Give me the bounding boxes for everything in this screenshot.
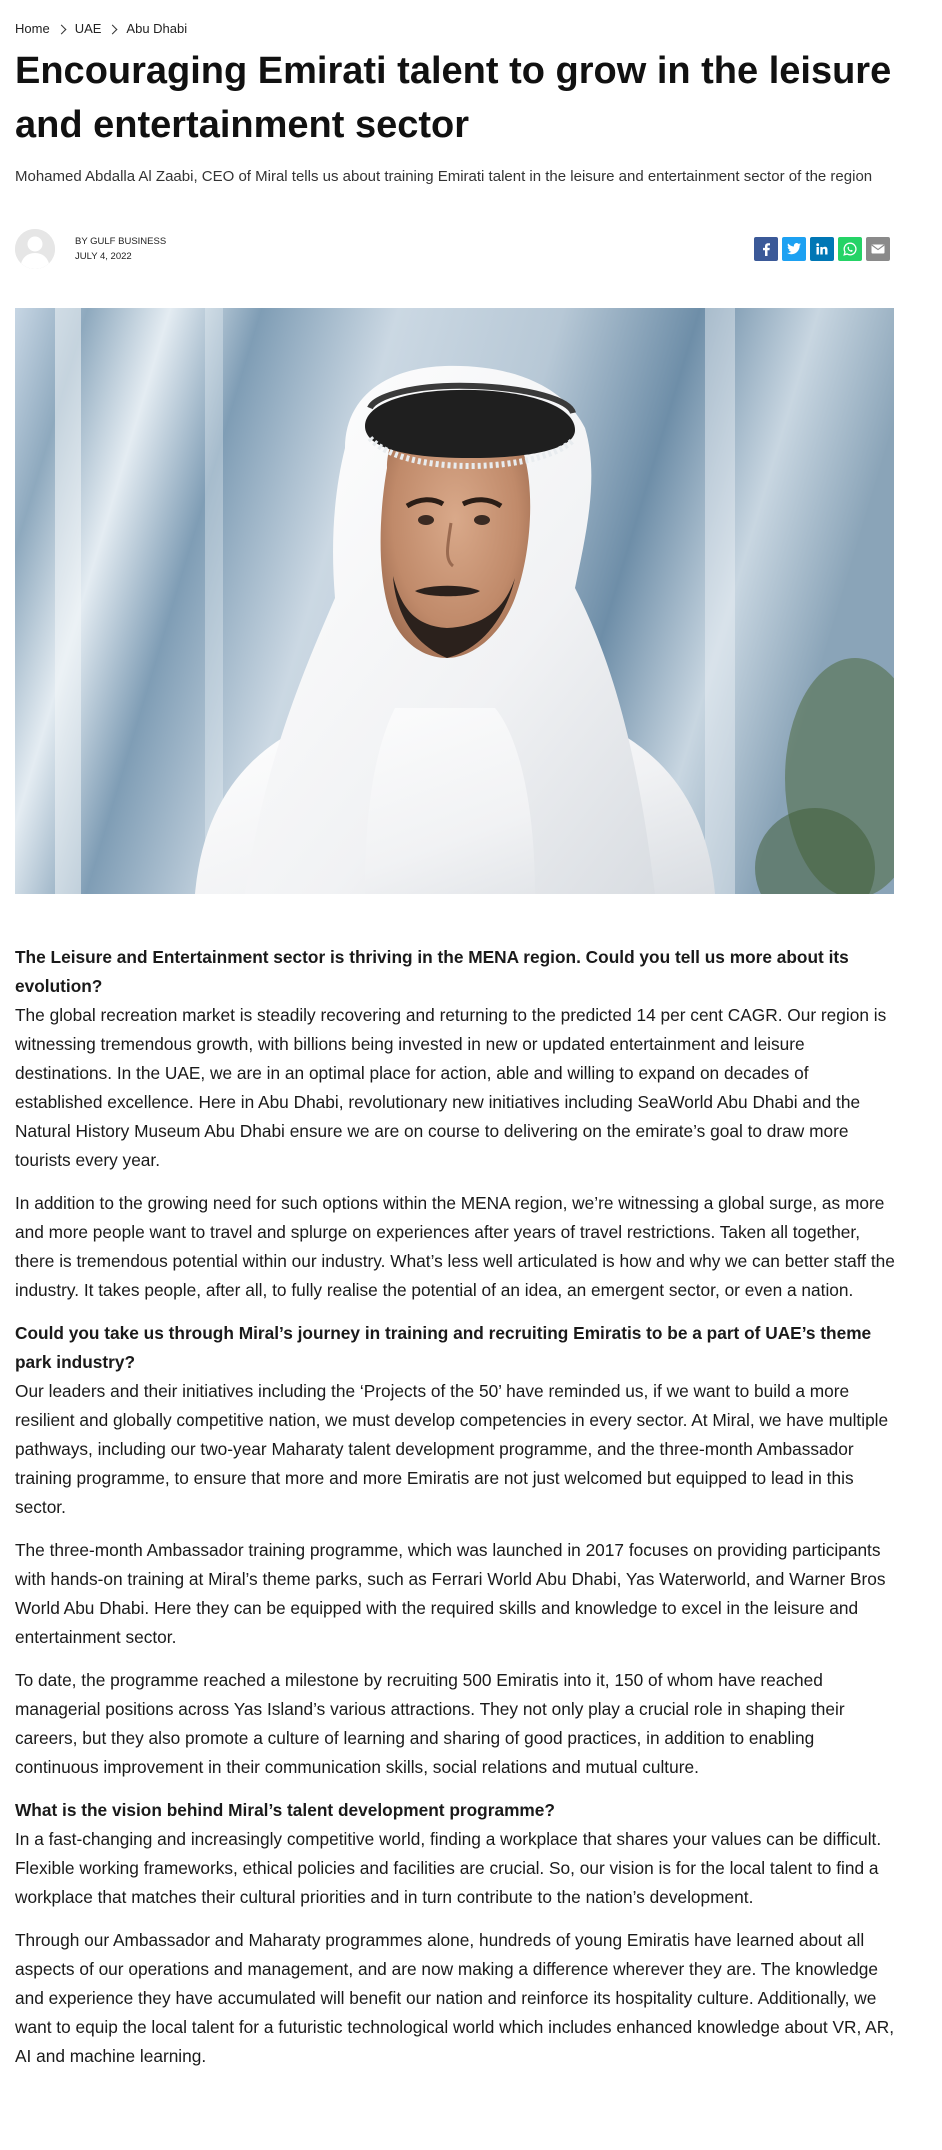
paragraph: Through our Ambassador and Maharaty programmes alone, hundreds of young Emiratis have learned about all aspects of our operations and management, and are now making a difference wherever they are. The knowledge and experience they have accumulated will benefit our nation and reinforce its hospitality culture. Additionally, we want to equip the local talent for a futuristic technological world which includes enhanced knowledge about VR, AR, AI and machine learning. bbox=[15, 1930, 894, 2066]
share-buttons bbox=[754, 237, 890, 261]
twitter-icon bbox=[787, 243, 801, 255]
answer-text: The global recreation market is steadily recovering and returning to the predicted 14 per cent CAGR. Our region is witnessing tremendous growth, with billions being invested in new or updated entertainment and leisure destinations. In the UAE, we are in an optimal place for action, able and willing to expand on decades of established excellence. Here in Abu Dhabi, revolutionary new initiatives including SeaWorld Abu Dhabi and the Natural History Museum Abu Dhabi ensure we are on course to delivering on the emirate’s goal to draw more tourists every year. bbox=[15, 1005, 887, 1170]
article-body bbox=[15, 943, 895, 2085]
page-title: Encouraging Emirati talent to grow in the leisure and entertainment sector bbox=[15, 50, 892, 146]
user-icon bbox=[15, 229, 55, 269]
question-heading: What is the vision behind Miral’s talent development programme? bbox=[15, 1800, 555, 1820]
question-heading: The Leisure and Entertainment sector is thriving in the MENA region. Could you tell us more about its evolution? bbox=[15, 947, 849, 996]
question-heading: Could you take us through Miral’s journey in training and recruiting Emiratis to be a part of UAE’s theme park industry? bbox=[15, 1323, 872, 1372]
author-name[interactable]: BY GULF BUSINESS bbox=[75, 236, 167, 247]
facebook-icon bbox=[760, 242, 772, 256]
answer-text: Our leaders and their initiatives including the ‘Projects of the 50’ have reminded us, if we want to build a more resilient and globally competitive nation, we must develop competencies in every sector. At Miral, we have multiple pathways, including our two-year Maharaty talent development programme, and the three-month Ambassador training programme, to ensure that more and more Emiratis are not just welcomed but equipped to lead in this sector. bbox=[15, 1381, 889, 1517]
paragraph: The three-month Ambassador training programme, which was launched in 2017 focuses on providing participants with hands-on training at Miral’s theme parks, such as Ferrari World Abu Dhabi, Yas Waterworld, and Warner Bros World Abu Dhabi. Here they can be equipped with the required skills and knowledge to excel in the leisure and entertainment sector. bbox=[15, 1540, 886, 1647]
linkedin-share-button[interactable] bbox=[810, 237, 834, 261]
paragraph bbox=[15, 1796, 895, 1912]
author-avatar[interactable] bbox=[15, 229, 55, 269]
answer-text: In a fast-changing and increasingly competitive world, finding a workplace that shares your values can be difficult. Flexible working frameworks, ethical policies and facilities are crucial. So, our vision is for the local talent to find a workplace that matches their cultural priorities and in turn contribute to the nation’s development. bbox=[15, 1829, 882, 1907]
paragraph bbox=[15, 943, 895, 1175]
chevron-right-icon bbox=[108, 24, 118, 34]
email-icon bbox=[871, 244, 885, 254]
article-subtitle: Mohamed Abdalla Al Zaabi, CEO of Miral tells us about training Emirati talent in the leisure and entertainment sector of the region bbox=[15, 168, 873, 185]
facebook-share-button[interactable] bbox=[754, 237, 778, 261]
linkedin-icon bbox=[816, 243, 828, 255]
byline bbox=[75, 234, 166, 264]
paragraph bbox=[15, 1319, 895, 1522]
paragraph: In addition to the growing need for such options within the MENA region, we’re witnessing a global surge, as more and more people want to travel and splurge on experiences after years of travel restrictions. Taken all together, there is tremendous potential within our industry. What’s less well articulated is how and why we can better staff the industry. It takes people, after all, to fully realise the potential of an idea, an emergent sector, or even a nation. bbox=[15, 1193, 895, 1300]
twitter-share-button[interactable] bbox=[782, 237, 806, 261]
breadcrumb-uae-link[interactable]: UAE bbox=[74, 21, 102, 36]
breadcrumb bbox=[15, 21, 187, 37]
breadcrumb-abu-dhabi-link[interactable]: Abu Dhabi bbox=[126, 21, 188, 36]
breadcrumb-home-link[interactable]: Home bbox=[15, 21, 50, 36]
whatsapp-share-button[interactable] bbox=[838, 237, 862, 261]
email-share-button[interactable] bbox=[866, 237, 890, 261]
portrait-illustration bbox=[15, 308, 894, 894]
whatsapp-icon bbox=[843, 242, 857, 256]
chevron-right-icon bbox=[56, 24, 66, 34]
hero-photo bbox=[15, 308, 894, 894]
paragraph: To date, the programme reached a milestone by recruiting 500 Emiratis into it, 150 of whom have reached managerial positions across Yas Island’s various attractions. They not only play a crucial role in shaping their careers, but they also promote a culture of learning and sharing of good practices, in addition to enabling continuous improvement in their communication skills, social relations and mutual culture. bbox=[15, 1670, 845, 1777]
publish-date: JULY 4, 2022 bbox=[75, 251, 132, 262]
